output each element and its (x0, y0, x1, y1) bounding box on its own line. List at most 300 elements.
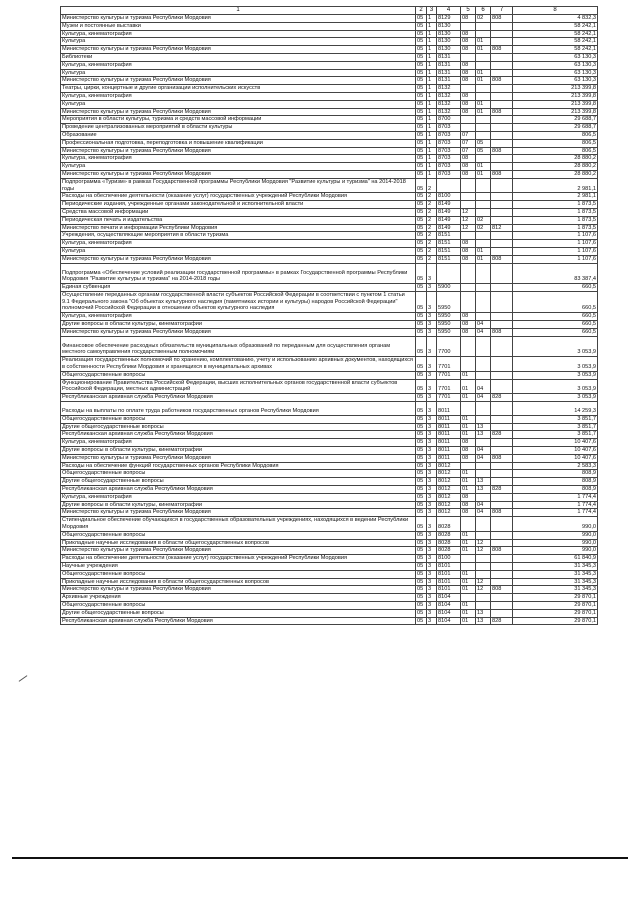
table-row (61, 116, 598, 124)
item-code-cell: 8131 (437, 77, 461, 85)
ministry-code-cell (491, 240, 513, 248)
row-name-cell: Культура, кинематография (61, 240, 416, 248)
item-code-cell: 8151 (437, 232, 461, 240)
item-code-cell: 8011 (437, 447, 461, 455)
chapter-code-cell: 01 (461, 415, 476, 423)
section-code-cell: 05 (416, 447, 427, 455)
section-code-cell: 05 (416, 100, 427, 108)
row-name-cell: Министерство культуры и туризма Республики Мордовия (61, 108, 416, 116)
amount-cell: 58 242,1 (513, 22, 598, 30)
item-code-cell: 8101 (437, 586, 461, 594)
table-header-row (61, 7, 598, 15)
subsection-code-cell: 01 (476, 46, 491, 54)
subprogram-code-cell: 3 (427, 291, 437, 312)
amount-cell: 14 259,3 (513, 402, 598, 416)
table-row (61, 15, 598, 23)
subsection-code-cell (476, 517, 491, 532)
amount-cell: 806,5 (513, 131, 598, 139)
row-name-cell: Учреждения, осуществляющие мероприятия в области туризма (61, 232, 416, 240)
item-code-cell: 8011 (437, 439, 461, 447)
amount-cell: 1 107,6 (513, 232, 598, 240)
item-code-cell: 7701 (437, 357, 461, 372)
row-name-cell: Республиканская архивная служба Республики Мордовия (61, 394, 416, 402)
chapter-code-cell: 08 (461, 328, 476, 336)
item-code-cell: 8151 (437, 247, 461, 255)
row-name-cell: Стипендиальное обеспечение обучающихся в государственных образовательных учреждениях, находящихся в ведении Республики Мордовия (61, 517, 416, 532)
item-code-cell: 7701 (437, 394, 461, 402)
amount-cell: 660,5 (513, 321, 598, 329)
ministry-code-cell (491, 371, 513, 379)
ministry-code-cell (491, 313, 513, 321)
table-row (61, 193, 598, 201)
chapter-code-cell: 08 (461, 493, 476, 501)
table-row (61, 77, 598, 85)
subprogram-code-cell: 1 (427, 53, 437, 61)
section-code-cell: 05 (416, 46, 427, 54)
amount-cell: 1 107,6 (513, 240, 598, 248)
section-code-cell: 05 (416, 240, 427, 248)
header-cell: 5 (461, 7, 476, 15)
section-code-cell: 05 (416, 609, 427, 617)
ministry-code-cell: 808 (491, 15, 513, 23)
row-name-cell: Расходы на обеспечение деятельности (оказание услуг) государственных учреждений Республики Мордовия (61, 555, 416, 563)
subsection-code-cell: 02 (476, 216, 491, 224)
amount-cell: 31 345,3 (513, 578, 598, 586)
amount-cell: 83 387,4 (513, 263, 598, 284)
section-code-cell: 05 (416, 284, 427, 292)
section-code-cell: 05 (416, 92, 427, 100)
row-name-cell: Культура, кинематография (61, 439, 416, 447)
item-code-cell: 8129 (437, 15, 461, 23)
row-name-cell: Республиканская архивная служба Республики Мордовия (61, 431, 416, 439)
subprogram-code-cell: 1 (427, 85, 437, 93)
subsection-code-cell: 01 (476, 38, 491, 46)
item-code-cell: 8012 (437, 470, 461, 478)
table-row (61, 170, 598, 178)
ministry-code-cell: 808 (491, 170, 513, 178)
subsection-code-cell (476, 601, 491, 609)
table-row (61, 517, 598, 532)
table-row (61, 108, 598, 116)
ministry-code-cell (491, 291, 513, 312)
item-code-cell: 8028 (437, 547, 461, 555)
ministry-code-cell (491, 439, 513, 447)
amount-cell: 1 107,6 (513, 247, 598, 255)
table-row (61, 131, 598, 139)
subprogram-code-cell: 3 (427, 586, 437, 594)
subsection-code-cell (476, 291, 491, 312)
chapter-code-cell: 08 (461, 247, 476, 255)
section-code-cell: 05 (416, 124, 427, 132)
table-row (61, 617, 598, 625)
chapter-code-cell (461, 517, 476, 532)
section-code-cell: 05 (416, 570, 427, 578)
subprogram-code-cell: 3 (427, 594, 437, 602)
chapter-code-cell: 01 (461, 379, 476, 394)
amount-cell: 3 851,7 (513, 423, 598, 431)
item-code-cell: 8101 (437, 570, 461, 578)
item-code-cell: 8130 (437, 22, 461, 30)
chapter-code-cell (461, 232, 476, 240)
amount-cell: 58 242,1 (513, 46, 598, 54)
row-name-cell: Расходы на обеспечение функций государственных органов Республики Мордовия (61, 462, 416, 470)
section-code-cell: 05 (416, 69, 427, 77)
amount-cell: 31 345,3 (513, 570, 598, 578)
subprogram-code-cell: 3 (427, 478, 437, 486)
subprogram-code-cell: 3 (427, 313, 437, 321)
chapter-code-cell (461, 594, 476, 602)
subprogram-code-cell: 1 (427, 116, 437, 124)
amount-cell: 63 130,3 (513, 61, 598, 69)
ministry-code-cell (491, 470, 513, 478)
subprogram-code-cell: 2 (427, 201, 437, 209)
item-code-cell: 8028 (437, 517, 461, 532)
item-code-cell: 8011 (437, 402, 461, 416)
row-name-cell: Мероприятия в области культуры, туризма и средств массовой информации (61, 116, 416, 124)
section-code-cell: 05 (416, 402, 427, 416)
subprogram-code-cell: 1 (427, 38, 437, 46)
row-name-cell: Общегосударственные вопросы (61, 470, 416, 478)
subprogram-code-cell: 1 (427, 147, 437, 155)
row-name-cell: Единая субвенция (61, 284, 416, 292)
item-code-cell: 8011 (437, 431, 461, 439)
item-code-cell: 8149 (437, 216, 461, 224)
section-code-cell: 05 (416, 208, 427, 216)
section-code-cell: 05 (416, 578, 427, 586)
item-code-cell: 5950 (437, 313, 461, 321)
amount-cell: 31 345,3 (513, 586, 598, 594)
row-name-cell: Другие вопросы в области культуры, кинематографии (61, 321, 416, 329)
table-row (61, 501, 598, 509)
ministry-code-cell (491, 116, 513, 124)
ministry-code-cell: 808 (491, 255, 513, 263)
section-code-cell: 05 (416, 170, 427, 178)
amount-cell: 1 774,4 (513, 501, 598, 509)
table-row (61, 555, 598, 563)
section-code-cell: 05 (416, 415, 427, 423)
section-code-cell: 05 (416, 509, 427, 517)
subprogram-code-cell: 1 (427, 69, 437, 77)
row-name-cell: Осуществление переданных органам государственной власти субъектов Российской Федерации в соответствии с пунктом 1 статьи 9.1 Федерального закона "Об объектах культурного наследия (памятниках истории и культуры) народов Российской Федерации" полномочий Российской Федерации в отношении объектов культурного наследия (61, 291, 416, 312)
subprogram-code-cell: 3 (427, 570, 437, 578)
item-code-cell: 8028 (437, 539, 461, 547)
subprogram-code-cell: 3 (427, 379, 437, 394)
subsection-code-cell: 12 (476, 547, 491, 555)
subprogram-code-cell: 2 (427, 193, 437, 201)
section-code-cell: 05 (416, 147, 427, 155)
table-row (61, 201, 598, 209)
table-row (61, 509, 598, 517)
ministry-code-cell (491, 22, 513, 30)
amount-cell: 61 840,9 (513, 555, 598, 563)
subprogram-code-cell: 2 (427, 247, 437, 255)
ministry-code-cell (491, 539, 513, 547)
chapter-code-cell: 01 (461, 486, 476, 494)
item-code-cell: 8703 (437, 139, 461, 147)
subsection-code-cell: 01 (476, 255, 491, 263)
chapter-code-cell (461, 85, 476, 93)
table-row (61, 232, 598, 240)
section-code-cell: 05 (416, 547, 427, 555)
chapter-code-cell (461, 402, 476, 416)
section-code-cell: 05 (416, 163, 427, 171)
subprogram-code-cell: 3 (427, 462, 437, 470)
section-code-cell: 05 (416, 470, 427, 478)
row-name-cell: Другие вопросы в области культуры, кинематографии (61, 501, 416, 509)
amount-cell: 660,5 (513, 328, 598, 336)
item-code-cell: 5950 (437, 321, 461, 329)
section-code-cell: 05 (416, 291, 427, 312)
row-name-cell: Культура (61, 69, 416, 77)
ministry-code-cell (491, 92, 513, 100)
chapter-code-cell (461, 562, 476, 570)
subprogram-code-cell: 1 (427, 15, 437, 23)
ministry-code-cell: 808 (491, 46, 513, 54)
amount-cell: 1 774,4 (513, 493, 598, 501)
chapter-code-cell (461, 53, 476, 61)
table-row (61, 486, 598, 494)
item-code-cell: 8012 (437, 493, 461, 501)
item-code-cell: 8104 (437, 609, 461, 617)
section-code-cell: 05 (416, 193, 427, 201)
table-row (61, 85, 598, 93)
amount-cell: 990,0 (513, 531, 598, 539)
budget-table-sheet (60, 6, 597, 625)
section-code-cell: 05 (416, 201, 427, 209)
section-code-cell: 05 (416, 617, 427, 625)
row-name-cell: Культура (61, 247, 416, 255)
row-name-cell: Подпрограмма «Обеспечение условий реализации государственной программы» в рамках Государственной программы Республики Мордовия "Развитие культуры и туризма" на 2014-2018 годы (61, 263, 416, 284)
ministry-code-cell: 808 (491, 328, 513, 336)
subprogram-code-cell: 1 (427, 170, 437, 178)
item-code-cell: 8104 (437, 617, 461, 625)
chapter-code-cell (461, 284, 476, 292)
row-name-cell: Культура (61, 100, 416, 108)
subprogram-code-cell: 3 (427, 431, 437, 439)
section-code-cell: 05 (416, 431, 427, 439)
section-code-cell: 05 (416, 357, 427, 372)
ministry-code-cell (491, 562, 513, 570)
chapter-code-cell (461, 462, 476, 470)
chapter-code-cell (461, 201, 476, 209)
chapter-code-cell: 01 (461, 531, 476, 539)
subsection-code-cell (476, 178, 491, 193)
section-code-cell: 05 (416, 77, 427, 85)
table-row (61, 291, 598, 312)
ministry-code-cell: 812 (491, 224, 513, 232)
chapter-code-cell: 08 (461, 100, 476, 108)
subsection-code-cell: 04 (476, 447, 491, 455)
amount-cell: 2 981,1 (513, 193, 598, 201)
subsection-code-cell: 02 (476, 15, 491, 23)
item-code-cell: 8151 (437, 255, 461, 263)
chapter-code-cell: 07 (461, 139, 476, 147)
amount-cell: 213 399,8 (513, 108, 598, 116)
chapter-code-cell (461, 22, 476, 30)
table-row (61, 163, 598, 171)
ministry-code-cell (491, 163, 513, 171)
amount-cell: 29 870,1 (513, 617, 598, 625)
chapter-code-cell: 08 (461, 501, 476, 509)
subprogram-code-cell: 3 (427, 547, 437, 555)
ministry-code-cell (491, 232, 513, 240)
row-name-cell: Общегосударственные вопросы (61, 531, 416, 539)
table-row (61, 562, 598, 570)
section-code-cell: 05 (416, 562, 427, 570)
header-cell: 8 (513, 7, 598, 15)
ministry-code-cell (491, 402, 513, 416)
row-name-cell: Культура (61, 163, 416, 171)
item-code-cell: 8011 (437, 423, 461, 431)
subprogram-code-cell: 2 (427, 178, 437, 193)
header-cell: 3 (427, 7, 437, 15)
item-code-cell: 8703 (437, 163, 461, 171)
item-code-cell: 5950 (437, 328, 461, 336)
table-row (61, 53, 598, 61)
subprogram-code-cell: 1 (427, 46, 437, 54)
table-row (61, 124, 598, 132)
item-code-cell: 8101 (437, 562, 461, 570)
subsection-code-cell (476, 570, 491, 578)
chapter-code-cell: 01 (461, 394, 476, 402)
chapter-code-cell: 08 (461, 77, 476, 85)
subprogram-code-cell: 1 (427, 139, 437, 147)
subsection-code-cell (476, 201, 491, 209)
table-row (61, 155, 598, 163)
table-row (61, 247, 598, 255)
table-row (61, 139, 598, 147)
ministry-code-cell (491, 193, 513, 201)
subsection-code-cell (476, 30, 491, 38)
section-code-cell: 05 (416, 22, 427, 30)
table-row (61, 402, 598, 416)
chapter-code-cell: 08 (461, 170, 476, 178)
row-name-cell: Театры, цирки, концертные и другие организации исполнительских искусств (61, 85, 416, 93)
section-code-cell: 05 (416, 493, 427, 501)
table-row (61, 547, 598, 555)
subsection-code-cell (476, 402, 491, 416)
row-name-cell: Общегосударственные вопросы (61, 570, 416, 578)
amount-cell: 1 873,5 (513, 224, 598, 232)
amount-cell: 660,5 (513, 291, 598, 312)
row-name-cell: Проведение централизованных мероприятий в области культуры (61, 124, 416, 132)
section-code-cell: 05 (416, 255, 427, 263)
section-code-cell: 05 (416, 394, 427, 402)
amount-cell: 29 688,7 (513, 124, 598, 132)
subprogram-code-cell: 1 (427, 61, 437, 69)
table-row (61, 601, 598, 609)
table-row (61, 394, 598, 402)
item-code-cell: 8012 (437, 509, 461, 517)
item-code-cell: 8012 (437, 486, 461, 494)
subsection-code-cell (476, 493, 491, 501)
ministry-code-cell (491, 124, 513, 132)
subprogram-code-cell: 3 (427, 617, 437, 625)
item-code-cell: 8132 (437, 108, 461, 116)
subsection-code-cell: 13 (476, 609, 491, 617)
table-row (61, 570, 598, 578)
subprogram-code-cell: 3 (427, 562, 437, 570)
subsection-code-cell (476, 470, 491, 478)
ministry-code-cell (491, 284, 513, 292)
header-cell: 7 (491, 7, 513, 15)
subsection-code-cell: 01 (476, 69, 491, 77)
amount-cell: 660,5 (513, 313, 598, 321)
ministry-code-cell (491, 208, 513, 216)
amount-cell: 63 130,3 (513, 77, 598, 85)
ministry-code-cell: 808 (491, 547, 513, 555)
ministry-code-cell: 808 (491, 108, 513, 116)
row-name-cell: Другие общегосударственные вопросы (61, 478, 416, 486)
section-code-cell: 05 (416, 594, 427, 602)
table-row (61, 357, 598, 372)
subsection-code-cell (476, 336, 491, 357)
subsection-code-cell (476, 85, 491, 93)
ministry-code-cell: 808 (491, 509, 513, 517)
ministry-code-cell: 808 (491, 454, 513, 462)
row-name-cell: Министерство культуры и туризма Республики Мордовия (61, 15, 416, 23)
amount-cell: 4 832,3 (513, 15, 598, 23)
subprogram-code-cell: 1 (427, 92, 437, 100)
chapter-code-cell: 08 (461, 321, 476, 329)
item-code-cell: 8028 (437, 531, 461, 539)
section-code-cell: 05 (416, 328, 427, 336)
subsection-code-cell (476, 357, 491, 372)
subprogram-code-cell: 2 (427, 232, 437, 240)
table-row (61, 586, 598, 594)
subsection-code-cell (476, 155, 491, 163)
subsection-code-cell (476, 594, 491, 602)
row-name-cell: Общегосударственные вопросы (61, 601, 416, 609)
chapter-code-cell: 01 (461, 478, 476, 486)
section-code-cell: 05 (416, 108, 427, 116)
table-row (61, 371, 598, 379)
subsection-code-cell: 04 (476, 394, 491, 402)
chapter-code-cell: 08 (461, 46, 476, 54)
chapter-code-cell: 01 (461, 547, 476, 555)
header-cell: 1 (61, 7, 416, 15)
table-row (61, 423, 598, 431)
subsection-code-cell (476, 232, 491, 240)
subsection-code-cell (476, 92, 491, 100)
amount-cell: 808,9 (513, 478, 598, 486)
ministry-code-cell (491, 69, 513, 77)
row-name-cell: Республиканская архивная служба Республики Мордовия (61, 617, 416, 625)
chapter-code-cell: 01 (461, 578, 476, 586)
section-code-cell: 05 (416, 30, 427, 38)
row-name-cell: Министерство культуры и туризма Республики Мордовия (61, 46, 416, 54)
row-name-cell: Культура, кинематография (61, 313, 416, 321)
chapter-code-cell: 08 (461, 509, 476, 517)
row-name-cell: Профессиональная подготовка, переподготовка и повышение квалификации (61, 139, 416, 147)
row-name-cell: Средства массовой информации (61, 208, 416, 216)
item-code-cell: 7701 (437, 371, 461, 379)
subprogram-code-cell: 1 (427, 155, 437, 163)
ministry-code-cell (491, 321, 513, 329)
table-row (61, 178, 598, 193)
amount-cell: 213 399,8 (513, 92, 598, 100)
ministry-code-cell (491, 30, 513, 38)
ministry-code-cell (491, 609, 513, 617)
subsection-code-cell: 13 (476, 478, 491, 486)
section-code-cell: 05 (416, 232, 427, 240)
table-row (61, 240, 598, 248)
table-row (61, 531, 598, 539)
section-code-cell: 05 (416, 371, 427, 379)
item-code-cell (437, 263, 461, 284)
amount-cell: 28 880,2 (513, 170, 598, 178)
table-row (61, 100, 598, 108)
